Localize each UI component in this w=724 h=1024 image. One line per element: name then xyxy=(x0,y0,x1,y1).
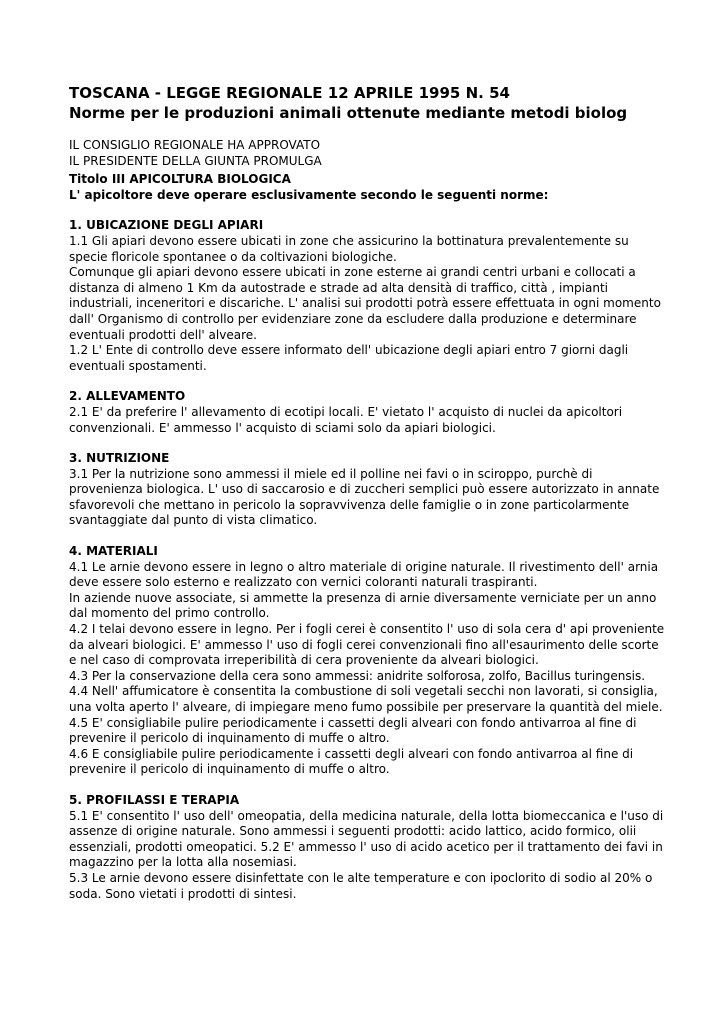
paragraph: 5.1 E' consentito l' uso dell' omeopatia, della medicina naturale, della lotta biomeccanica e l'uso di assenze di origine naturale. Sono ammessi i seguenti prodotti: acido lattico, acido formico, olii essenziali, prodotti omeopatici. 5.2 E' ammesso l' uso di acido acetico per il trattamento dei favi in magazzino per la lotta alla nosemiasi. xyxy=(69,808,664,870)
paragraph: 4.6 E consigliabile pulire periodicamente i cassetti degli alveari con fondo antivarroa al fine di prevenire il pericolo di inquinamento di muffe o altro. xyxy=(69,746,634,777)
section-ubicazione xyxy=(69,218,669,374)
lead-sentence: L' apicoltore deve operare esclusivamente secondo le seguenti norme: xyxy=(69,187,549,202)
paragraph: 4.3 Per la conservazione della cera sono ammessi: anidrite solforosa, zolfo, Bacillus turingensis. xyxy=(69,668,646,683)
paragraph: 3.1 Per la nutrizione sono ammessi il miele ed il polline nei favi o in sciroppo, purchè di provenienza biologica. L' uso di saccarosio e di zuccheri semplici può essere autorizzato in annate sfavorevoli che mettano in pericolo la sopravvivenza delle famiglie o in zone particolarmente svantaggiate dal punto di vista climatico. xyxy=(69,466,660,528)
intro-block xyxy=(69,138,669,169)
intro-line-approval: IL CONSIGLIO REGIONALE HA APPROVATO xyxy=(69,138,321,152)
paragraph: 5.3 Le arnie devono essere disinfettate con le alte temperature e con ipoclorito di sodio al 20% o soda. Sono vietati i prodotti di sintesi. xyxy=(69,870,653,901)
paragraph: In aziende nuove associate, si ammette la presenza di arnie diversamente verniciate per un anno dal momento del primo controllo. xyxy=(69,590,657,621)
section-profilassi xyxy=(69,793,669,902)
paragraph: 2.1 E' da preferire l' allevamento di ecotipi locali. E' vietato l' acquisto di nuclei da apicoltori convenzionali. E' ammesso l' acquisto di sciami solo da apiari biologici. xyxy=(69,404,623,435)
intro-line-promulgation: IL PRESIDENTE DELLA GIUNTA PROMULGA xyxy=(69,153,322,168)
section-nutrizione xyxy=(69,451,669,529)
paragraph: 4.1 Le arnie devono essere in legno o altro materiale di origine naturale. Il rivestimento dell' arnia deve essere solo esterno e realizzato con vernici coloranti naturali traspiranti. xyxy=(69,559,659,590)
section-heading: 4. MATERIALI xyxy=(69,544,158,559)
section-allevamento xyxy=(69,389,669,436)
section-heading: 5. PROFILASSI E TERAPIA xyxy=(69,792,240,807)
paragraph: 1.2 L' Ente di controllo deve essere informato dell' ubicazione degli apiari entro 7 giorni dagli eventuali spostamenti. xyxy=(69,343,629,373)
section-heading: 2. ALLEVAMENTO xyxy=(69,389,186,404)
section-heading: 3. NUTRIZIONE xyxy=(69,451,170,466)
section-materiali xyxy=(69,544,669,778)
paragraph: 4.2 I telai devono essere in legno. Per i fogli cerei è consentito l' uso di sola cera d' api proveniente da alveari biologici. E' ammesso l' uso di fogli cerei convenzionali fino all'esaurimento delle scorte e nel caso di comprovata irreperibilità di cera proveniente da alveari biologici. xyxy=(69,622,665,668)
section-heading: 1. UBICAZIONE DEGLI APIARI xyxy=(69,218,264,233)
paragraph: 4.4 Nell' affumicatore è consentita la combustione di soli vegetali secchi non lavorati, si consiglia, una volta aperto l' alveare, di impiegare meno fumo possibile per preservare la quantità del miele. xyxy=(69,684,663,714)
paragraph: Comunque gli apiari devono essere ubicati in zone esterne ai grandi centri urbani e collocati a distanza di almeno 1 Km da autostrade e strade ad alta densità di traffico, città , impianti industriali, inceneritori e discariche. L' analisi sui prodotti potrà essere effettuata in ogni momento dall' Organismo di controllo per evidenziare zone da escludere dalla produzione e determinare eventuali prodotti dell' alveare. xyxy=(69,265,661,342)
paragraph: 4.5 E' consigliabile pulire periodicamente i cassetti degli alveari con fondo antivarroa al fine di prevenire il pericolo di inquinamento di muffe o altro. xyxy=(69,715,637,746)
title-section-heading: Titolo III APICOLTURA BIOLOGICA xyxy=(69,172,291,187)
paragraph: 1.1 Gli apiari devono essere ubicati in zone che assicurino la bottinatura prevalentemente su specie floricole spontanee o da coltivazioni biologiche. xyxy=(69,233,629,264)
document-subtitle: Norme per le produzioni animali ottenute mediante metodi biolog xyxy=(69,104,628,122)
document-title: TOSCANA - LEGGE REGIONALE 12 APRILE 1995 N. 54 xyxy=(69,84,510,102)
document-body xyxy=(69,83,669,902)
